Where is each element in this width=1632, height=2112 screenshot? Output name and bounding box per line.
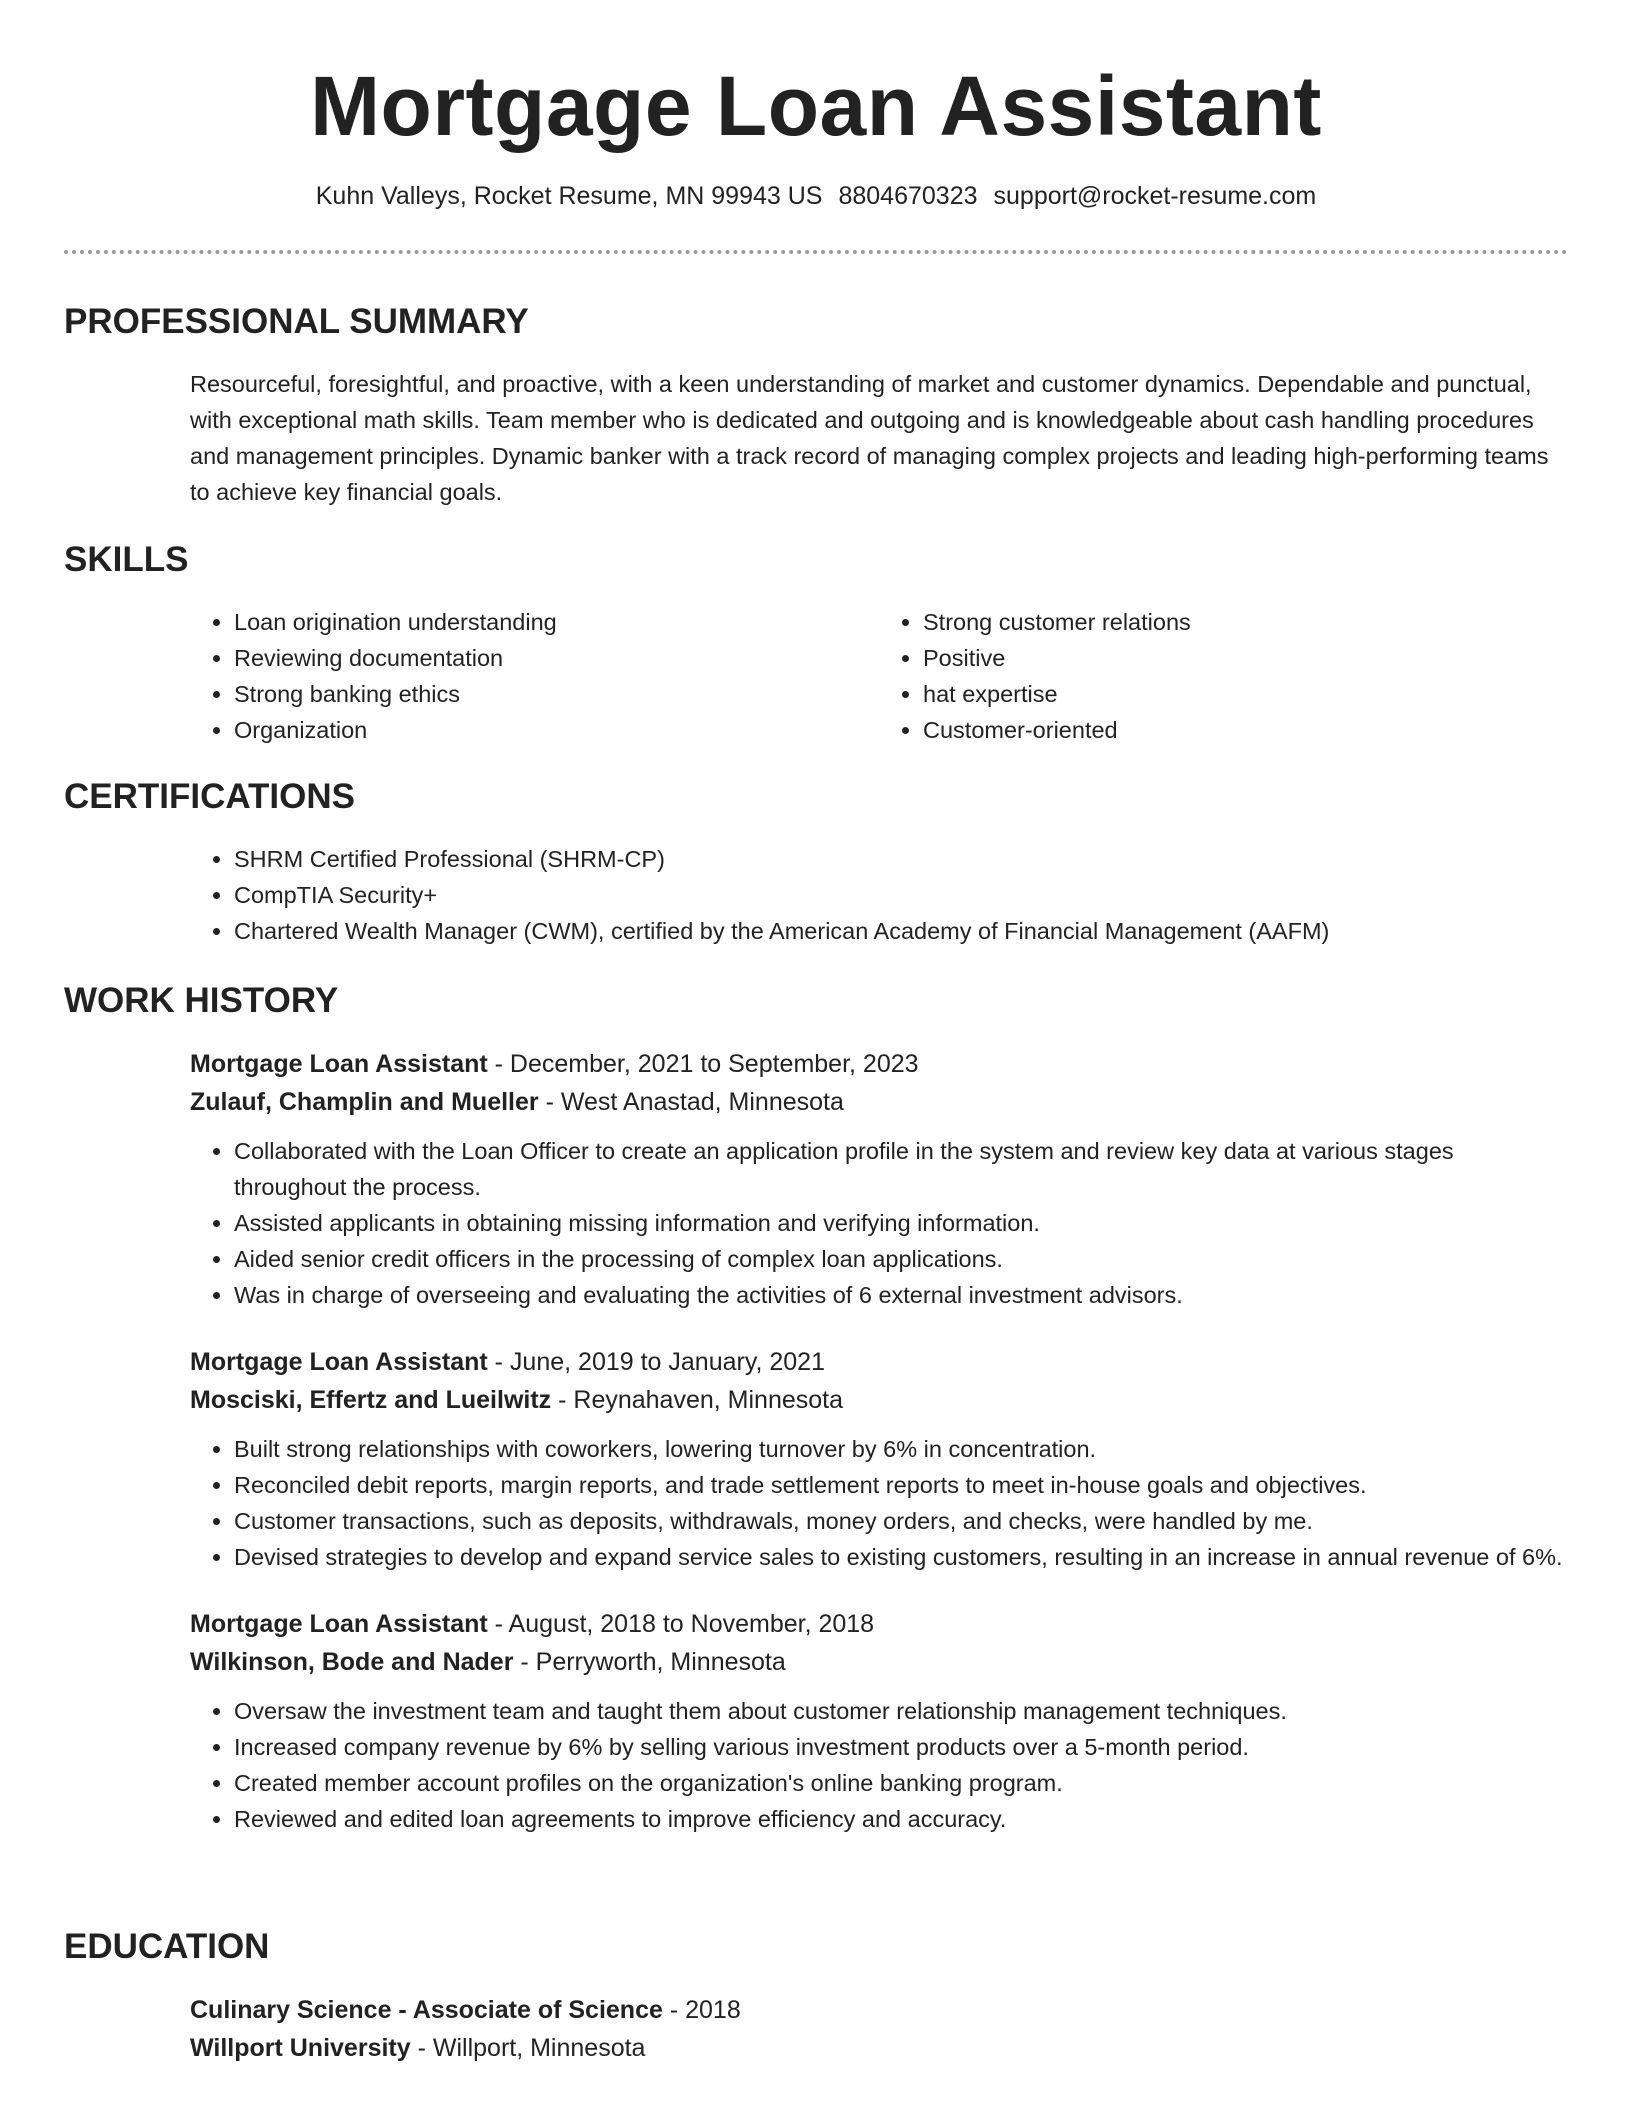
- job-bullet: • Oversaw the investment team and taught them about customer relationship management techniques.: [234, 1693, 1568, 1729]
- contact-address: Kuhn Valleys, Rocket Resume, MN 99943 US: [315, 182, 823, 210]
- job-company-line: [190, 1381, 1568, 1419]
- header-divider: [64, 250, 1568, 254]
- job-bullets: [190, 1133, 1568, 1313]
- contact-phone: 8804670323: [838, 182, 978, 210]
- job-company-line: [190, 1643, 1568, 1681]
- certification-item: • Chartered Wealth Manager (CWM), certified by the American Academy of Financial Management (AAFM): [234, 913, 1568, 949]
- job-bullet: • Increased company revenue by 6% by selling various investment products over a 5-month period.: [234, 1729, 1568, 1765]
- job-dates: - August, 2018 to November, 2018: [487, 1610, 875, 1638]
- education-degree: Culinary Science - Associate of Science: [190, 1996, 663, 2024]
- job-title: Mortgage Loan Assistant: [190, 1050, 488, 1078]
- job-bullet: • Was in charge of overseeing and evaluating the activities of 6 external investment advisors.: [234, 1277, 1568, 1313]
- certifications-list: [190, 841, 1568, 949]
- work-history-section: [64, 979, 1568, 1837]
- job-company: Mosciski, Effertz and Lueilwitz: [190, 1386, 552, 1414]
- job-bullet: • Reviewed and edited loan agreements to improve efficiency and accuracy.: [234, 1801, 1568, 1837]
- job-dates: - June, 2019 to January, 2021: [487, 1348, 825, 1376]
- job-dates: - December, 2021 to September, 2023: [487, 1050, 919, 1078]
- certification-item: • SHRM Certified Professional (SHRM-CP): [234, 841, 1568, 877]
- job-title: Mortgage Loan Assistant: [190, 1610, 488, 1638]
- skill-item: • Organization: [234, 712, 879, 748]
- skill-item: • Customer-oriented: [923, 712, 1568, 748]
- contact-line: [0, 182, 1632, 211]
- contact-email[interactable]: support@rocket-resume.com: [993, 182, 1317, 210]
- job-title-line: [190, 1605, 1568, 1643]
- skill-item: • Positive: [923, 640, 1568, 676]
- education-location: - Willport, Minnesota: [410, 2034, 646, 2062]
- education-section: [64, 1925, 1568, 2067]
- certification-item: • CompTIA Security+: [234, 877, 1568, 913]
- resume-name: Mortgage Loan Assistant: [310, 59, 1322, 153]
- job-company: Zulauf, Champlin and Mueller: [190, 1088, 539, 1116]
- job-company: Wilkinson, Bode and Nader: [190, 1648, 514, 1676]
- skill-item: • Strong banking ethics: [234, 676, 879, 712]
- job-company-line: [190, 1083, 1568, 1121]
- skills-list-right: [879, 604, 1568, 748]
- summary-text: Resourceful, foresightful, and proactive, with a keen understanding of market and customer dynamics. Dependable and punctual, with exceptional math skills. Team member who is dedicated and outgoing and is knowledgeable about cash handling procedures and management principles. Dynamic banker with a track record of managing complex projects and leading high-performing teams to achieve key financial goals.: [190, 371, 1549, 505]
- education-body: [190, 1991, 1568, 2067]
- job-location: - Reynahaven, Minnesota: [551, 1386, 844, 1414]
- job-location: - West Anastad, Minnesota: [538, 1088, 844, 1116]
- skills-columns: [190, 604, 1568, 748]
- job-bullet: • Aided senior credit officers in the processing of complex loan applications.: [234, 1241, 1568, 1277]
- education-degree-line: [190, 1991, 1568, 2029]
- job-bullets: [190, 1693, 1568, 1837]
- skill-item: • Loan origination understanding: [234, 604, 879, 640]
- job-entry: [190, 1343, 1568, 1575]
- work-history-body: [190, 1045, 1568, 1837]
- education-heading: EDUCATION: [64, 1927, 270, 1966]
- job-bullet: • Built strong relationships with coworkers, lowering turnover by 6% in concentration.: [234, 1431, 1568, 1467]
- education-year: - 2018: [662, 1996, 741, 2024]
- summary-section: [64, 300, 1568, 510]
- job-location: - Perryworth, Minnesota: [513, 1648, 786, 1676]
- education-school-line: [190, 2029, 1568, 2067]
- job-bullet: • Collaborated with the Loan Officer to create an application profile in the system and review key data at various stages throughout the process.: [234, 1133, 1568, 1205]
- job-bullet: • Created member account profiles on the organization's online banking program.: [234, 1765, 1568, 1801]
- skills-list-left: [190, 604, 879, 748]
- job-entry: [190, 1045, 1568, 1313]
- skills-section: [64, 538, 1568, 748]
- skill-item: • Reviewing documentation: [234, 640, 879, 676]
- job-bullet: • Reconciled debit reports, margin reports, and trade settlement reports to meet in-house goals and objectives.: [234, 1467, 1568, 1503]
- skills-heading: SKILLS: [64, 540, 189, 579]
- skill-item: • hat expertise: [923, 676, 1568, 712]
- summary-heading: PROFESSIONAL SUMMARY: [64, 302, 529, 341]
- work-history-heading: WORK HISTORY: [64, 981, 339, 1020]
- certifications-heading: CERTIFICATIONS: [64, 777, 356, 816]
- certifications-body: [190, 841, 1568, 949]
- job-title-line: [190, 1343, 1568, 1381]
- job-bullet: • Devised strategies to develop and expand service sales to existing customers, resulting in an increase in annual revenue of 6%.: [234, 1539, 1568, 1575]
- education-school: Willport University: [190, 2034, 411, 2062]
- certifications-section: [64, 775, 1568, 949]
- skill-item: • Strong customer relations: [923, 604, 1568, 640]
- job-title: Mortgage Loan Assistant: [190, 1348, 488, 1376]
- job-bullet: • Assisted applicants in obtaining missing information and verifying information.: [234, 1205, 1568, 1241]
- job-bullet: • Customer transactions, such as deposits, withdrawals, money orders, and checks, were handled by me.: [234, 1503, 1568, 1539]
- job-bullets: [190, 1431, 1568, 1575]
- job-title-line: [190, 1045, 1568, 1083]
- job-entry: [190, 1605, 1568, 1837]
